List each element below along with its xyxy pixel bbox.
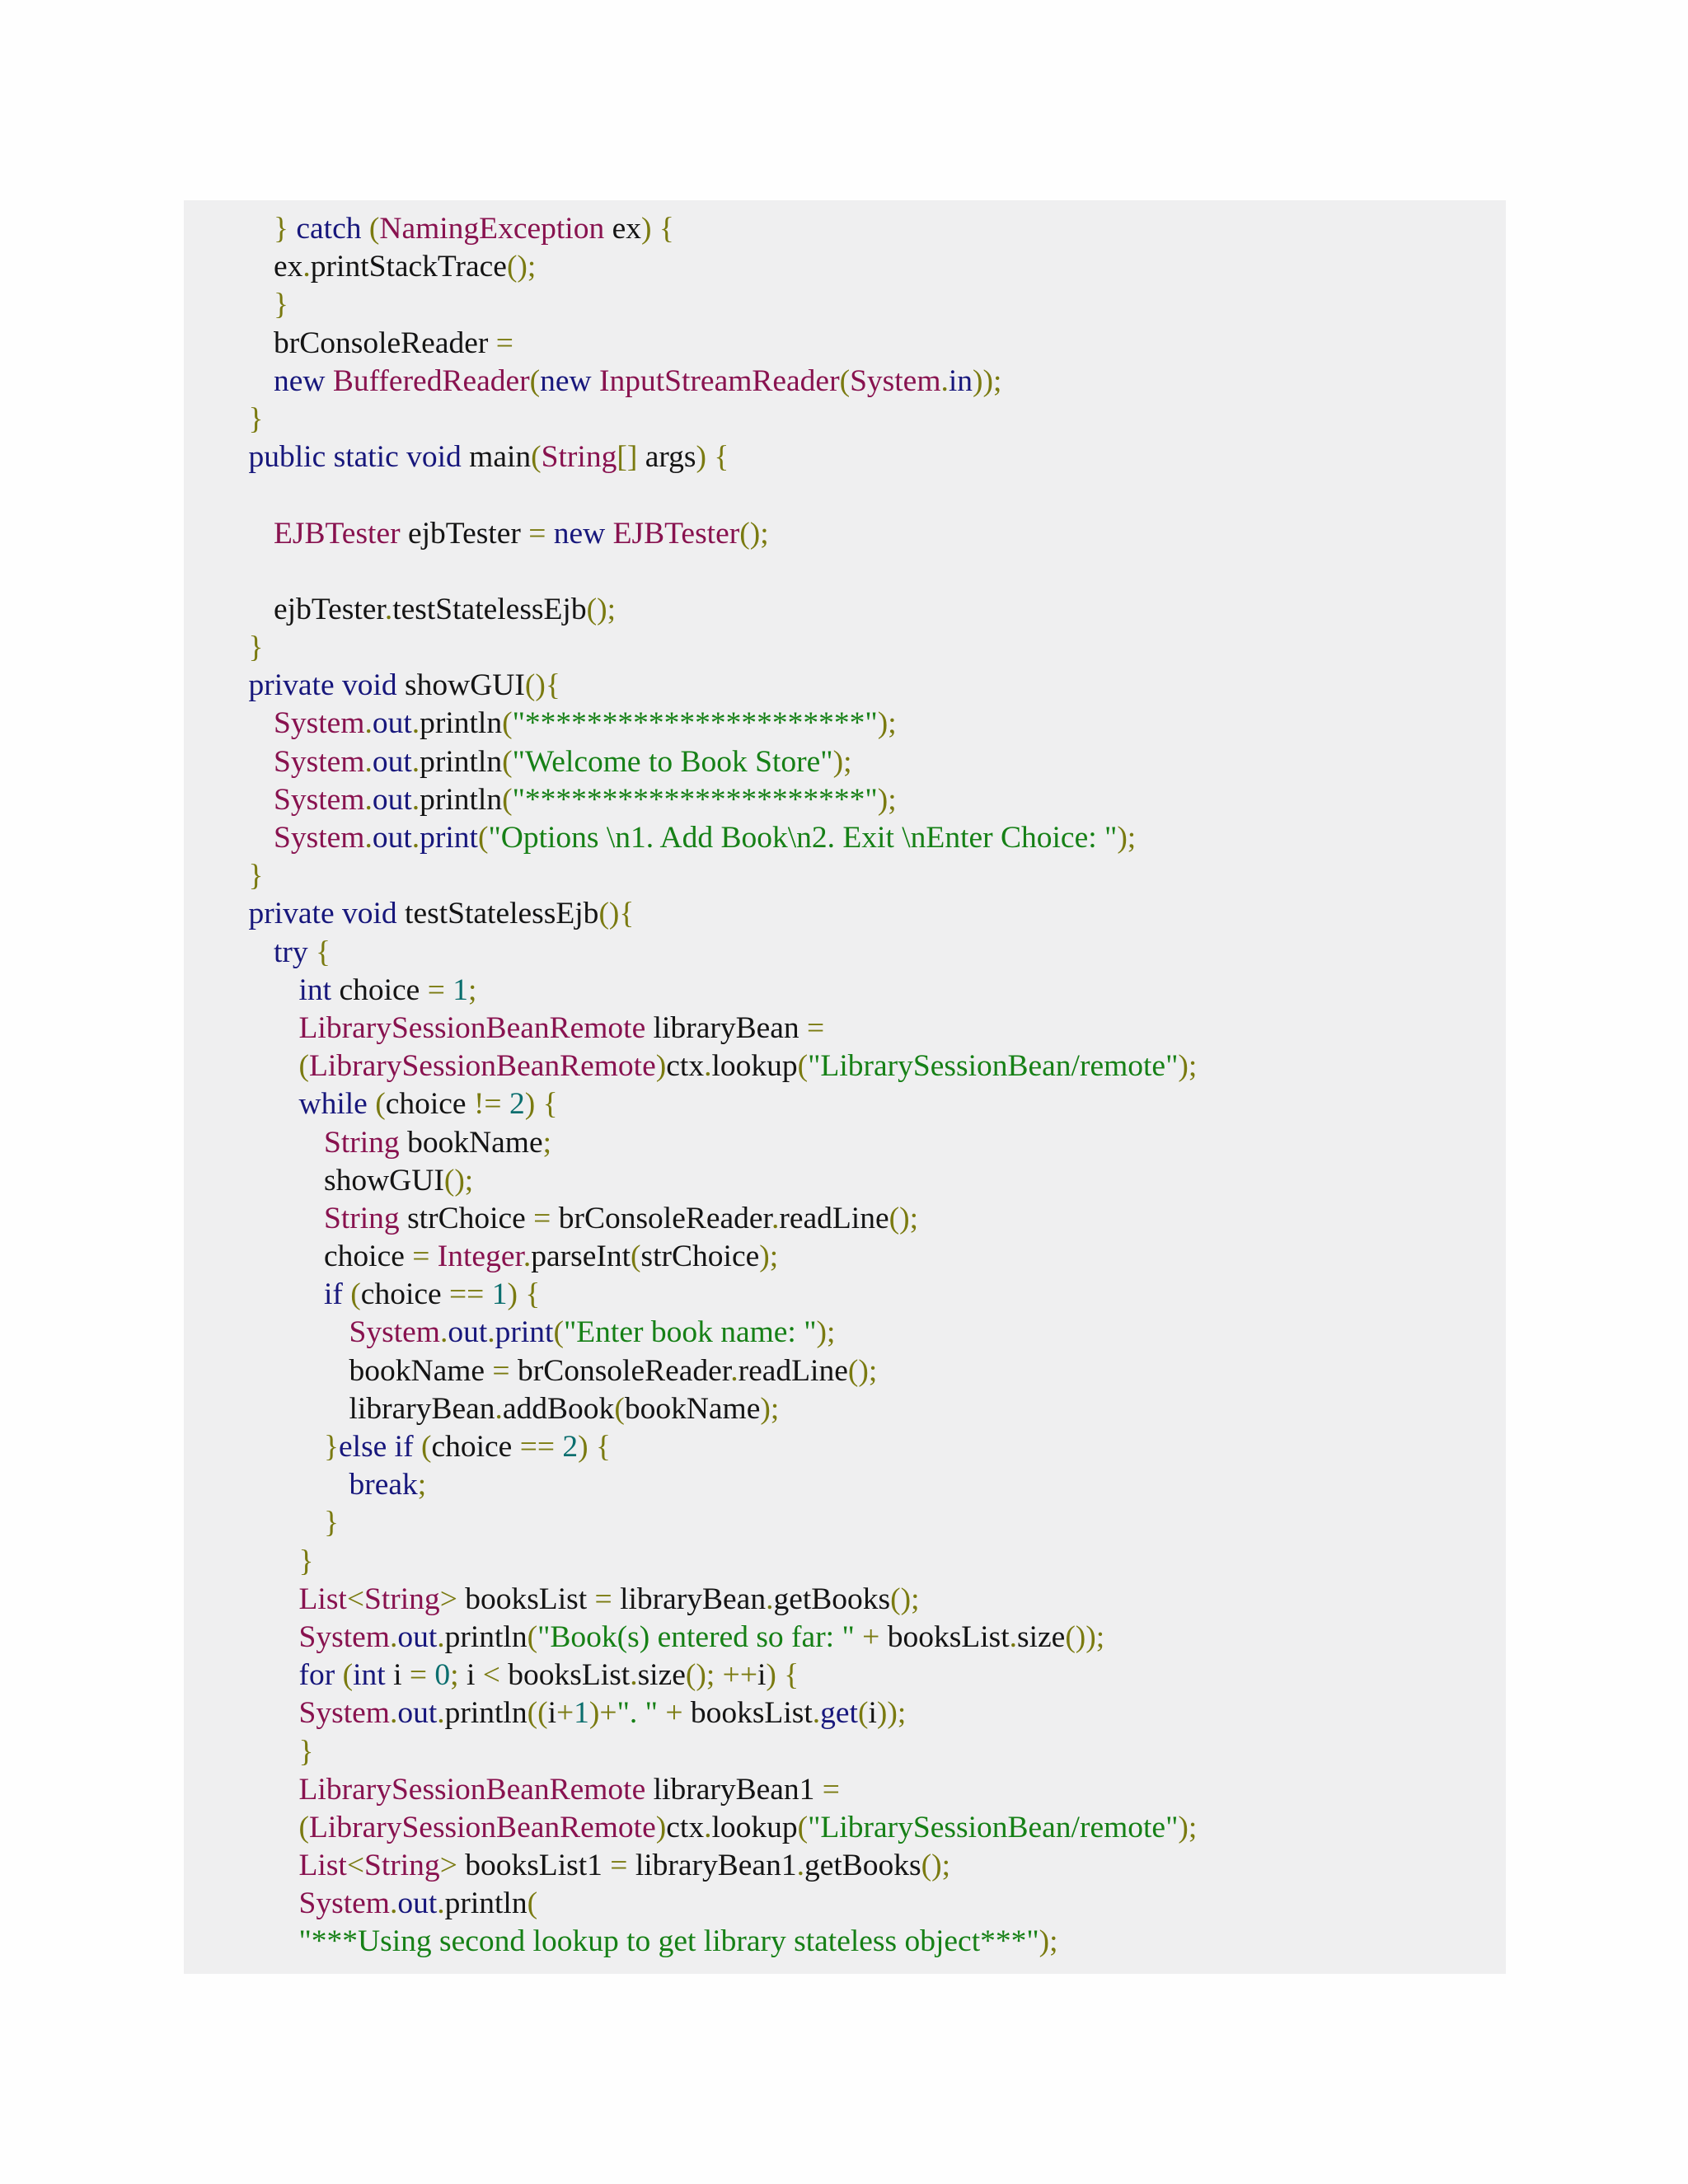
- code-token: try: [274, 935, 316, 969]
- code-token: readLine: [779, 1201, 889, 1235]
- code-token: EJBTester: [612, 516, 740, 551]
- code-token: []: [617, 440, 638, 475]
- code-token: i: [547, 1696, 557, 1731]
- code-token: (: [531, 440, 542, 475]
- code-line: [184, 1923, 1506, 1961]
- code-token: ();: [921, 1849, 951, 1883]
- code-token: 1: [452, 972, 468, 1007]
- code-token: showGUI: [324, 1163, 444, 1197]
- code-token: out: [372, 744, 412, 779]
- code-token: LibrarySessionBeanRemote: [298, 1772, 646, 1807]
- code-token: (: [298, 1049, 309, 1084]
- code-token: .: [437, 1886, 445, 1921]
- code-token: (: [631, 1240, 641, 1274]
- code-token: testStatelessEjb: [392, 592, 587, 626]
- code-token: LibrarySessionBeanRemote: [309, 1810, 656, 1844]
- code-token: (: [368, 212, 380, 246]
- code-token: .: [796, 1849, 804, 1883]
- code-token: (: [839, 363, 851, 398]
- code-token: .: [389, 1886, 398, 1921]
- code-token: booksList: [887, 1619, 1010, 1654]
- code-token: (){: [598, 897, 635, 931]
- code-token: ());: [1065, 1619, 1105, 1654]
- code-line: [184, 934, 1506, 972]
- code-token: .: [940, 363, 949, 398]
- code-token: out: [397, 1696, 438, 1731]
- code-token: choice: [360, 1277, 450, 1312]
- code-token: ) {: [578, 1430, 612, 1464]
- code-token: }: [248, 401, 264, 436]
- code-token: catch: [296, 212, 369, 246]
- code-token: println: [420, 744, 503, 779]
- code-token: out: [372, 782, 412, 817]
- code-token: new: [540, 363, 599, 398]
- code-token: );: [760, 1391, 780, 1426]
- code-line: [184, 1162, 1506, 1200]
- code-token: >: [439, 1582, 466, 1616]
- code-token: =: [533, 1201, 559, 1235]
- code-token: libraryBean: [620, 1582, 767, 1616]
- code-token: Integer: [437, 1240, 523, 1274]
- code-token: String: [364, 1849, 440, 1883]
- code-token: (: [527, 1886, 538, 1921]
- code-token: (: [350, 1277, 361, 1312]
- code-token: .: [523, 1240, 532, 1274]
- code-token: 1: [574, 1696, 589, 1731]
- code-token: size: [1017, 1619, 1066, 1654]
- code-token: new: [274, 363, 333, 398]
- code-token: libraryBean1: [645, 1772, 823, 1807]
- code-token: List: [298, 1849, 347, 1883]
- code-token: "Enter book name: ": [563, 1315, 817, 1350]
- code-line: [184, 1733, 1506, 1771]
- code-token: ;: [417, 1468, 427, 1502]
- code-token: ;: [450, 1658, 467, 1693]
- code-token: new: [553, 516, 613, 551]
- code-token: .: [302, 250, 311, 284]
- code-line: [184, 1200, 1506, 1238]
- code-token: =: [409, 1658, 435, 1693]
- code-token: booksList: [508, 1658, 631, 1693]
- code-token: println: [444, 1696, 528, 1731]
- code-token: int: [298, 972, 340, 1007]
- code-token: .: [771, 1201, 780, 1235]
- code-token: print: [420, 821, 478, 855]
- code-token: addBook: [502, 1391, 615, 1426]
- code-token: List: [298, 1582, 347, 1616]
- code-token: "***Using second lookup to get library stateless object***": [298, 1924, 1039, 1959]
- code-token: .: [411, 744, 420, 779]
- code-line: [184, 1581, 1506, 1619]
- code-token: libraryBean1: [635, 1849, 797, 1883]
- code-token: 2: [562, 1430, 579, 1464]
- code-token: ();: [506, 250, 537, 284]
- code-token: printStackTrace: [310, 250, 507, 284]
- code-token: System: [274, 821, 365, 855]
- code-token: ): [655, 1810, 667, 1844]
- code-token: =: [594, 1582, 621, 1616]
- code-token: args: [637, 440, 696, 475]
- code-token: );: [877, 706, 897, 741]
- code-token: else if: [339, 1430, 421, 1464]
- code-token: .: [384, 592, 393, 626]
- code-line: [184, 1124, 1506, 1162]
- code-token: ==: [449, 1277, 492, 1312]
- code-token: (: [797, 1810, 809, 1844]
- code-line: [184, 781, 1506, 819]
- code-token: <: [346, 1582, 364, 1616]
- code-token: choice: [385, 1087, 474, 1122]
- code-token: );: [1117, 821, 1137, 855]
- code-token: }: [274, 212, 297, 246]
- code-token: =: [495, 326, 513, 360]
- code-token: choice: [431, 1430, 520, 1464]
- code-token: testStatelessEjb: [405, 897, 599, 931]
- code-token: (: [527, 1619, 538, 1654]
- code-line: [184, 210, 1506, 248]
- code-token: NamingException: [379, 212, 605, 246]
- code-token: brConsoleReader: [517, 1353, 731, 1388]
- code-token: >: [439, 1849, 466, 1883]
- code-token: out: [397, 1886, 438, 1921]
- code-token: ();: [847, 1353, 878, 1388]
- code-token: println: [444, 1619, 528, 1654]
- code-line: [184, 895, 1506, 933]
- code-token: (: [502, 706, 513, 741]
- code-token: (: [553, 1315, 564, 1350]
- code-token: <: [482, 1658, 509, 1693]
- code-token: choice: [339, 972, 428, 1007]
- code-token: System: [274, 744, 365, 779]
- code-line: [184, 515, 1506, 553]
- code-line: [184, 325, 1506, 363]
- code-token: System: [298, 1886, 390, 1921]
- code-line: [184, 1847, 1506, 1885]
- code-token: booksList: [690, 1696, 813, 1731]
- code-token: .: [630, 1658, 638, 1693]
- code-token: }: [274, 288, 288, 322]
- code-token: (: [298, 1810, 309, 1844]
- code-token: (: [857, 1696, 869, 1731]
- code-token: );: [1178, 1810, 1198, 1844]
- code-token: out: [372, 821, 412, 855]
- code-line: [184, 363, 1506, 401]
- code-token: 2: [509, 1087, 525, 1122]
- code-token: ctx: [666, 1810, 705, 1844]
- code-token: "**********************": [512, 706, 878, 741]
- code-line: [184, 743, 1506, 781]
- code-token: ==: [519, 1430, 563, 1464]
- code-token: );: [832, 744, 852, 779]
- code-token: private void: [248, 897, 406, 931]
- code-token: .: [704, 1049, 712, 1084]
- code-token: .: [411, 706, 420, 741]
- code-token: =: [412, 1240, 438, 1274]
- code-token: .: [704, 1810, 712, 1844]
- code-token: getBooks: [773, 1582, 891, 1616]
- code-token: out: [448, 1315, 488, 1350]
- code-token: System: [850, 363, 941, 398]
- code-token: (: [342, 1658, 354, 1693]
- code-token: .: [730, 1353, 738, 1388]
- code-token: ) {: [524, 1087, 558, 1122]
- code-line: [184, 591, 1506, 629]
- code-token: println: [420, 706, 503, 741]
- code-token: in: [948, 363, 973, 398]
- code-token: getBooks: [804, 1849, 921, 1883]
- code-token: get: [820, 1696, 858, 1731]
- code-line: [184, 1428, 1506, 1466]
- code-token: }: [324, 1430, 339, 1464]
- code-token: .: [364, 782, 373, 817]
- code-token: choice: [324, 1240, 413, 1274]
- code-token: .: [364, 821, 373, 855]
- code-line: [184, 972, 1506, 1010]
- code-token: .: [812, 1696, 821, 1731]
- code-token: ) {: [507, 1277, 541, 1312]
- code-token: LibrarySessionBeanRemote: [309, 1049, 656, 1084]
- code-token: brConsoleReader: [558, 1201, 771, 1235]
- code-token: i: [466, 1658, 483, 1693]
- code-token: out: [372, 706, 412, 741]
- code-token: .: [487, 1315, 495, 1350]
- code-token: .: [364, 744, 373, 779]
- code-token: brConsoleReader: [274, 326, 496, 360]
- code-token: (: [529, 363, 541, 398]
- code-token: !=: [473, 1087, 509, 1122]
- code-line: [184, 248, 1506, 286]
- code-token: String: [364, 1582, 440, 1616]
- code-token: .: [766, 1582, 774, 1616]
- code-token: ex: [274, 250, 303, 284]
- code-line: [184, 1657, 1506, 1694]
- code-token: BufferedReader: [332, 363, 530, 398]
- code-token: System: [274, 782, 365, 817]
- code-token: InputStreamReader: [599, 363, 840, 398]
- code-token: println: [444, 1886, 528, 1921]
- code-token: );: [759, 1240, 779, 1274]
- code-line: [184, 1694, 1506, 1732]
- code-token: bookName: [399, 1125, 543, 1160]
- code-token: for: [298, 1658, 343, 1693]
- code-token: "LibrarySessionBean/remote": [808, 1049, 1179, 1084]
- code-token: ex: [604, 212, 641, 246]
- code-token: "Book(s) entered so far: ": [537, 1619, 855, 1654]
- code-token: ));: [973, 363, 1002, 398]
- code-token: +: [854, 1619, 888, 1654]
- code-line: [184, 1314, 1506, 1352]
- code-token: bookName: [349, 1353, 493, 1388]
- code-line: [184, 1047, 1506, 1085]
- code-token: booksList: [465, 1582, 595, 1616]
- code-token: (: [502, 744, 513, 779]
- code-token: int: [353, 1658, 394, 1693]
- code-line: [184, 705, 1506, 743]
- code-token: bookName: [624, 1391, 761, 1426]
- code-token: .: [389, 1619, 398, 1654]
- code-token: .: [411, 782, 420, 817]
- code-line: [184, 819, 1506, 857]
- code-token: booksList1: [465, 1849, 611, 1883]
- code-token: }: [324, 1506, 339, 1540]
- code-token: +: [657, 1696, 691, 1731]
- code-token: (: [797, 1049, 809, 1084]
- code-line: [184, 1238, 1506, 1276]
- code-token: System: [298, 1619, 390, 1654]
- code-token: LibrarySessionBeanRemote: [298, 1010, 646, 1045]
- code-token: .: [1009, 1619, 1017, 1654]
- code-token: +: [556, 1696, 574, 1731]
- code-token: libraryBean: [645, 1010, 808, 1045]
- code-token: ". ": [617, 1696, 658, 1731]
- code-token: =: [610, 1849, 635, 1883]
- code-token: (: [477, 821, 489, 855]
- code-token: );: [816, 1315, 836, 1350]
- code-token: ): [655, 1049, 667, 1084]
- code-token: ();: [890, 1582, 920, 1616]
- code-token: (: [420, 1430, 432, 1464]
- code-token: public static void: [248, 440, 470, 475]
- code-line: [184, 1543, 1506, 1581]
- code-token: }: [298, 1544, 314, 1578]
- code-token: parseInt: [531, 1240, 631, 1274]
- code-token: ) {: [696, 440, 729, 475]
- code-token: break: [349, 1468, 418, 1502]
- code-token: =: [528, 516, 554, 551]
- code-token: );: [877, 782, 897, 817]
- code-token: String: [324, 1201, 400, 1235]
- code-token: =: [427, 972, 453, 1007]
- code-token: .: [495, 1391, 503, 1426]
- code-token: ();: [443, 1163, 474, 1197]
- code-line: [184, 1619, 1506, 1657]
- code-line: [184, 553, 1506, 591]
- code-token: i: [757, 1658, 767, 1693]
- code-token: readLine: [738, 1353, 848, 1388]
- code-token: "**********************": [512, 782, 878, 817]
- code-listing: [184, 200, 1506, 1974]
- code-line: [184, 1390, 1506, 1428]
- code-token: "LibrarySessionBean/remote": [808, 1810, 1179, 1844]
- code-token: .: [437, 1696, 445, 1731]
- code-line: [184, 401, 1506, 438]
- code-token: lookup: [711, 1810, 798, 1844]
- code-token: strChoice: [640, 1240, 760, 1274]
- code-line: [184, 1276, 1506, 1314]
- code-token: ejbTester: [400, 516, 529, 551]
- code-token: size: [637, 1658, 686, 1693]
- code-line: [184, 1885, 1506, 1923]
- code-token: ctx: [666, 1049, 705, 1084]
- code-line: [184, 1352, 1506, 1390]
- code-token: =: [492, 1353, 518, 1388]
- code-token: {: [316, 935, 331, 969]
- code-token: System: [274, 706, 365, 741]
- code-token: println: [420, 782, 503, 817]
- code-token: ) {: [641, 212, 674, 246]
- code-token: (: [375, 1087, 386, 1122]
- code-token: ));: [876, 1696, 907, 1731]
- code-token: String: [324, 1125, 400, 1160]
- code-token: ();: [889, 1201, 919, 1235]
- code-token: lookup: [711, 1049, 798, 1084]
- code-line: [184, 1504, 1506, 1542]
- code-line: [184, 476, 1506, 514]
- code-token: 1: [491, 1277, 508, 1312]
- code-token: i: [393, 1658, 410, 1693]
- code-token: 0: [434, 1658, 451, 1693]
- code-line: [184, 286, 1506, 324]
- code-token: );: [1039, 1924, 1058, 1959]
- code-token: ((: [527, 1696, 548, 1731]
- code-token: print: [495, 1315, 554, 1350]
- code-token: libraryBean: [349, 1391, 495, 1426]
- code-line: [184, 857, 1506, 895]
- code-token: .: [439, 1315, 448, 1350]
- code-token: showGUI: [405, 668, 525, 703]
- code-token: out: [397, 1619, 438, 1654]
- code-token: ) {: [766, 1658, 799, 1693]
- code-token: .: [437, 1619, 445, 1654]
- code-token: }: [248, 859, 264, 893]
- code-token: );: [1178, 1049, 1198, 1084]
- code-token: (: [502, 782, 513, 817]
- code-token: .: [389, 1696, 398, 1731]
- code-token: .: [411, 821, 420, 855]
- code-token: =: [807, 1010, 825, 1045]
- code-token: ();: [739, 516, 769, 551]
- code-line: [184, 629, 1506, 667]
- code-token: strChoice: [399, 1201, 534, 1235]
- code-token: EJBTester: [274, 516, 401, 551]
- code-line: [184, 1809, 1506, 1847]
- code-token: )+: [588, 1696, 617, 1731]
- code-token: if: [324, 1277, 351, 1312]
- code-token: ;: [542, 1125, 552, 1160]
- code-token: main: [469, 440, 532, 475]
- code-token: ;: [467, 972, 477, 1007]
- code-token: (); ++: [685, 1658, 757, 1693]
- code-token: System: [298, 1696, 390, 1731]
- code-token: while: [298, 1087, 376, 1122]
- code-token: ejbTester: [274, 592, 385, 626]
- code-token: <: [346, 1849, 364, 1883]
- code-line: [184, 667, 1506, 705]
- code-line: [184, 1010, 1506, 1047]
- code-token: }: [298, 1734, 314, 1769]
- code-token: }: [248, 630, 264, 665]
- code-token: .: [364, 706, 373, 741]
- code-token: private void: [248, 668, 406, 703]
- code-token: System: [349, 1315, 440, 1350]
- code-token: =: [822, 1772, 840, 1807]
- code-token: (){: [524, 668, 560, 703]
- code-line: [184, 1085, 1506, 1123]
- code-token: ();: [586, 592, 616, 626]
- code-token: i: [868, 1696, 877, 1731]
- code-token: "Options \n1. Add Book\n2. Exit \nEnter Choice: ": [488, 821, 1118, 855]
- code-token: (: [614, 1391, 625, 1426]
- code-line: [184, 438, 1506, 476]
- code-token: String: [541, 440, 617, 475]
- code-line: [184, 1466, 1506, 1504]
- code-token: "Welcome to Book Store": [512, 744, 833, 779]
- code-line: [184, 1771, 1506, 1809]
